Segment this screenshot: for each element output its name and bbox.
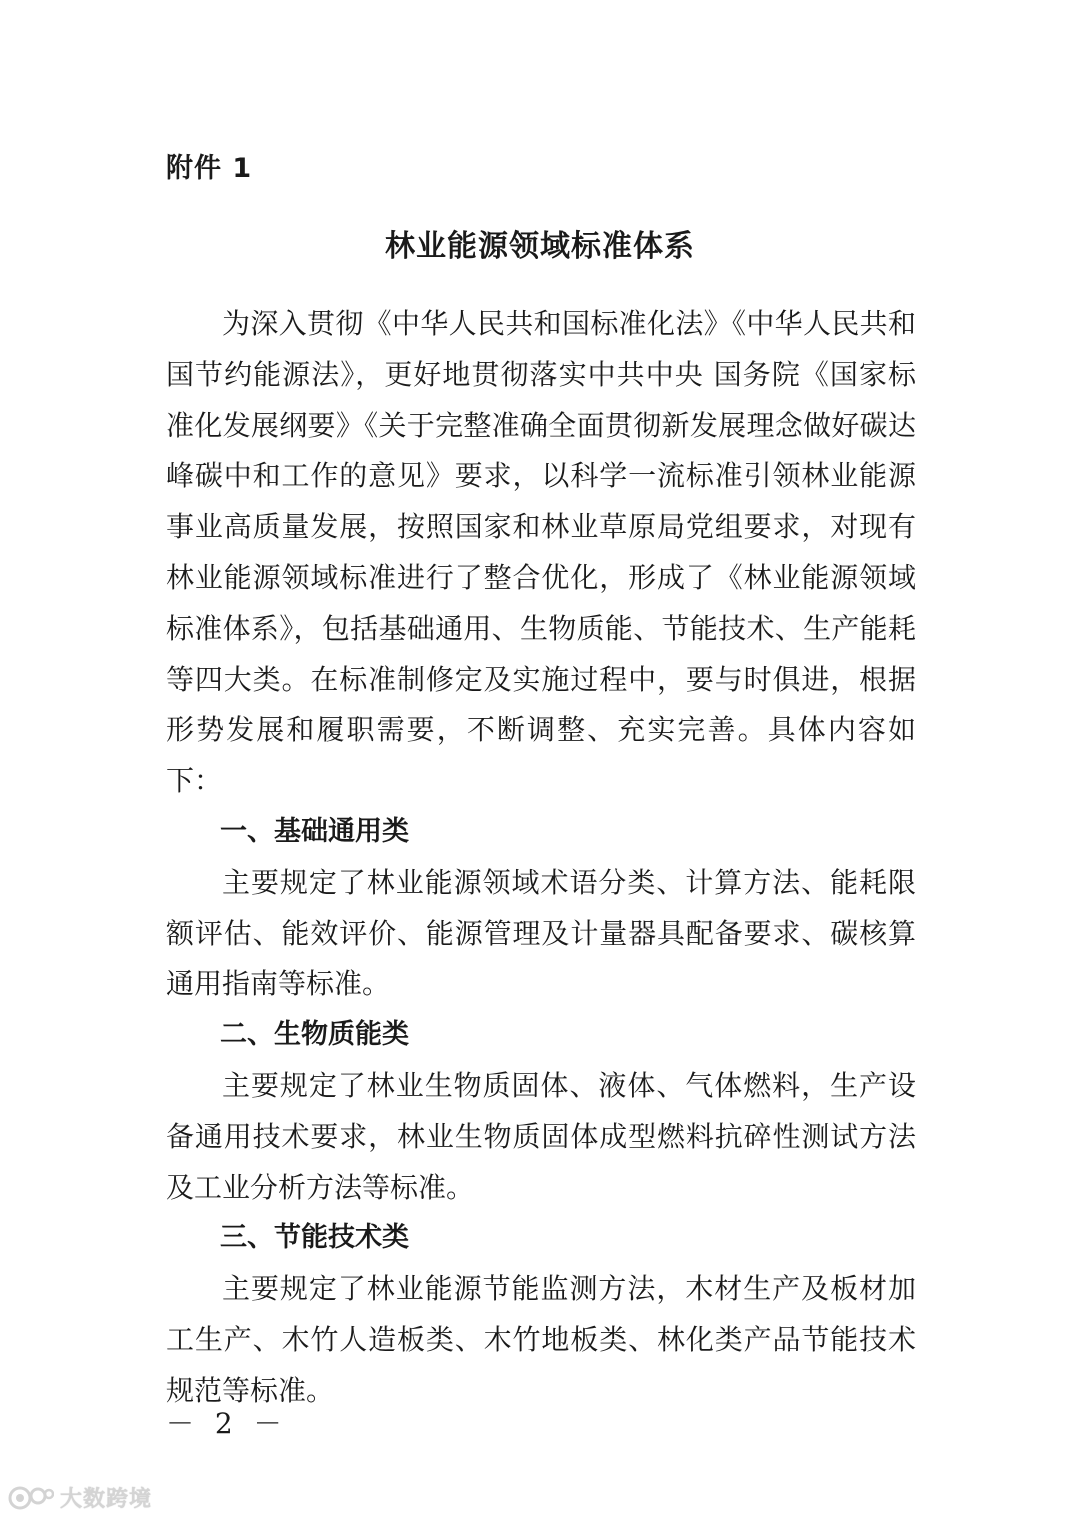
page-number: － 2 － [166,1407,288,1440]
document-title: 林业能源领域标准体系 [385,229,695,264]
section-heading: 二、生物质能类 [220,1019,409,1051]
section-heading: 三、节能技术类 [220,1222,409,1254]
watermark [8,1482,152,1513]
watermark-text: 大数跨境 [60,1487,153,1512]
section-heading: 一、基础通用类 [220,815,409,847]
logo-icon [8,1483,54,1513]
section-paragraph: 主要规定了林业生物质固体、液体、气体燃料，生产设备通用技术要求，林业生物质固体成型燃料抗碎性测试方法及工业分析方法等标准。 [166,1068,916,1204]
document-body [166,299,916,1417]
intro-paragraph: 为深入贯彻《中华人民共和国标准化法》《中华人民共和国节约能源法》，更好地贯彻落实中共中央 国务院《国家标准化发展纲要》《关于完整准确全面贯彻新发展理念做好碳达峰碳中和工作的意见》要求，以科学一流标准引领林业能源事业高质量发展，按照国家和林业草原局党组要求，对现有林业能源领域标准进行了整合优化，形成了《林业能源领域标准体系》，包括基础通用、生物质能、节能技术、生产能耗等四大类。在标准制修定及实施过程中，要与时俱进，根据形势发展和履职需要，不断调整、充实完善。具体内容如下： [166,307,916,798]
section-paragraph: 主要规定了林业能源节能监测方法，木材生产及板材加工生产、木竹人造板类、木竹地板类、林化类产品节能技术规范等标准。 [166,1272,916,1407]
section-paragraph: 主要规定了林业能源领域术语分类、计算方法、能耗限额评估、能效评价、能源管理及计量器具配备要求、碳核算通用指南等标准。 [166,865,916,1001]
attachment-label: 附件 1 [166,153,253,184]
